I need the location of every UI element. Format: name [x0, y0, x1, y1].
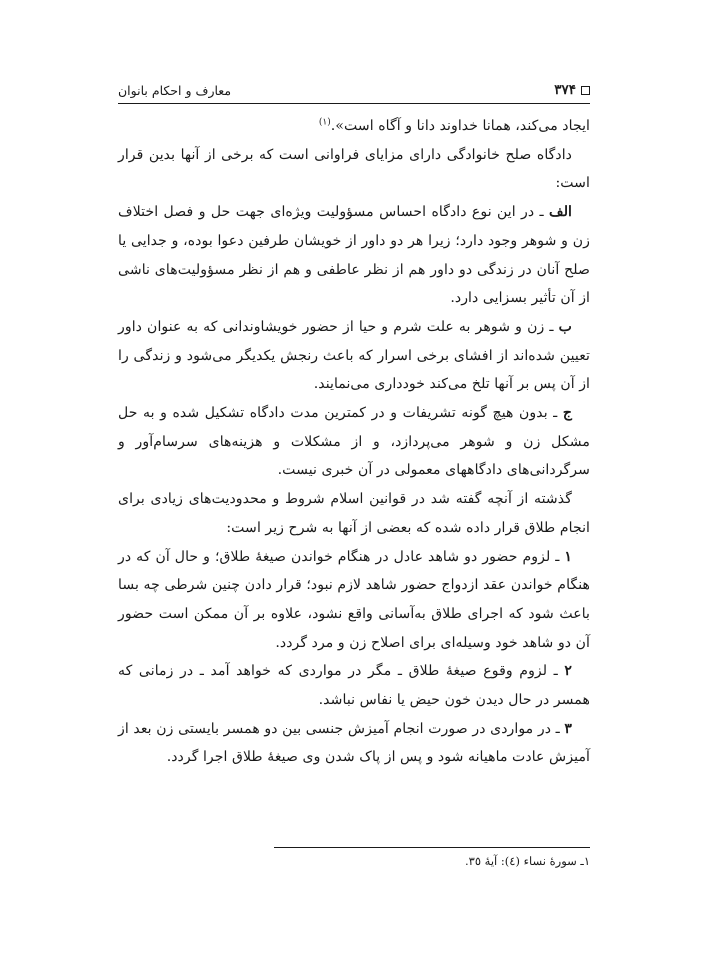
paragraph-text: ـ لزوم وقوع صیغهٔ طلاق ـ مگر در مواردی که خواهد آمد ـ در زمانی که همسر در حال دیدن خون حیض یا نفاس نباشد. [118, 663, 590, 709]
paragraph-text: ـ بدون هیچ گونه تشریفات و در کمترین مدت دادگاه تشکیل شده و به حل مشکل زن و شوهر می‌پردازد، و از مشکلات و هزینه‌های سرسام‌آور و سرگردانی‌های دادگاههای معمولی در آن خبری نیست. [118, 405, 590, 479]
square-icon [581, 86, 590, 95]
page-number: ۳۷۴ [554, 82, 576, 98]
item-lead: ۲ [564, 663, 572, 680]
paragraph-condition-1 [118, 543, 590, 658]
item-lead: ۱ [564, 548, 572, 565]
paragraph-text: دادگاه صلح خانوادگی دارای مزایای فراوانی است که برخی از آنها بدین قرار است: [118, 146, 590, 192]
header-rule [118, 103, 590, 104]
paragraph-alef [118, 198, 590, 313]
page-number-box [554, 82, 590, 98]
paragraph-text: گذشته از آنچه گفته شد در قوانین اسلام شروط و محدودیت‌های زیادی برای انجام طلاق قرار داده شده که بعضی از آنها به شرح زیر است: [118, 491, 590, 536]
paragraph-text: ـ زن و شوهر به علت شرم و حیا از حضور خویشاوندانی که به عنوان داور تعیین شده‌اند از افشای برخی اسرار که باعث رنجش یکدیگر می‌شود و زندگی را از آن پس بر آنها تلخ می‌کند خودداری می‌نمایند. [118, 318, 590, 393]
page-header [118, 79, 590, 101]
paragraph-jim [118, 399, 590, 485]
paragraph-condition-3 [118, 715, 590, 772]
paragraph-1 [118, 112, 590, 141]
paragraph-text: ـ در مواردی در صورت انجام آمیزش جنسی بین دو همسر بایستی زن بعد از آمیزش عادت ماهیانه شود و پس از پاک شدن وی صیغهٔ طلاق اجرا گردد. [118, 720, 590, 766]
body-text [118, 112, 590, 772]
paragraph-2 [118, 141, 590, 198]
footnote-rule [274, 847, 590, 848]
paragraph-conditions-intro [118, 485, 590, 542]
paragraph-be [118, 313, 590, 399]
item-lead: ب [558, 318, 572, 335]
footnote-ref: (۱) [318, 117, 331, 128]
paragraph-text: ـ لزوم حضور دو شاهد عادل در هنگام خواندن صیغهٔ طلاق؛ و حال آن که در هنگام خواندن عقد ازدواج حضور شاهد لازم نبود؛ قرار دادن چنین شرطی چه بسا باعث شود که اجرای طلاق به‌آسانی واقع نشود، علاوه بر آن ممکن است حضور آن دو شاهد خود وسیله‌ای برای اصلاح زن و مرد گردد. [118, 548, 590, 651]
footnote: ۱ـ سورهٔ نساء (٤): آیهٔ ٣٥. [465, 854, 590, 868]
paragraph-text: ـ در این نوع دادگاه احساس مسؤولیت ویژه‌ای جهت حل و فصل اختلاف زن و شوهر وجود دارد؛ زیرا هر دو داور از خویشان طرفین دعوا بوده، و جدایی یا صلح آنان در زندگی دو داور هم از نظر عاطفی و هم از نظر مسؤولیت‌های ناشی از آن تأثیر بسزایی دارد. [118, 204, 590, 307]
paragraph-text: ایجاد می‌کند، همانا خداوند دانا و آگاه است». [330, 118, 590, 134]
item-lead: الف [549, 204, 572, 221]
item-lead: ۳ [564, 720, 572, 737]
item-lead: ج [562, 405, 572, 422]
paragraph-condition-2 [118, 657, 590, 714]
running-title: معارف و احکام بانوان [118, 82, 232, 98]
